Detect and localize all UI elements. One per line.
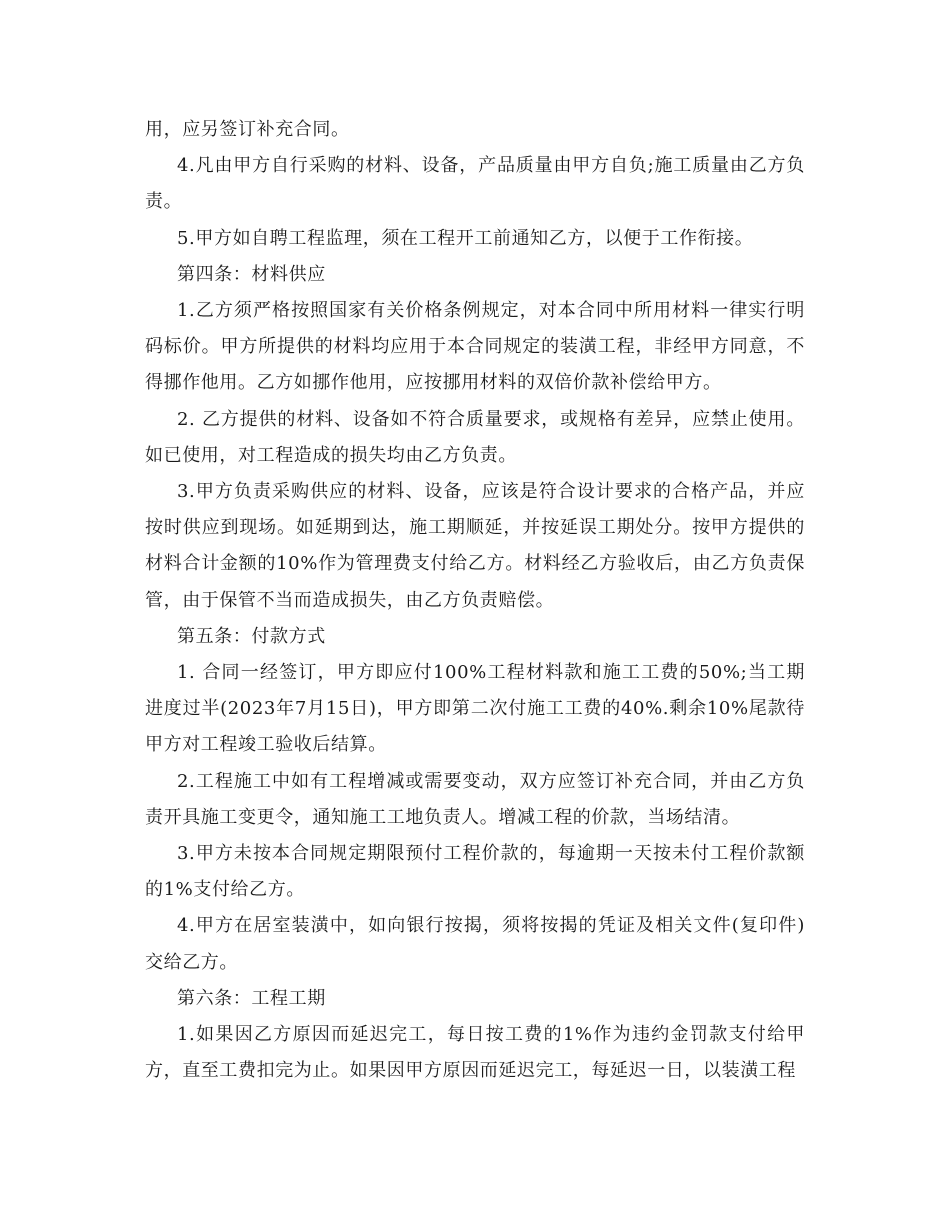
section-heading-article-4: 第四条：材料供应	[177, 263, 326, 285]
paragraph-item-4-1: 1.乙方须严格按照国家有关价格条例规定，对本合同中所用材料一律实行明码标价。甲方所提供的材料均应用于本合同规定的装潢工程，非经甲方同意，不得挪作他用。乙方如挪作他用，应按挪用材料的双倍价款补偿给甲方。	[145, 300, 805, 394]
paragraph-item-5-1: 1. 合同一经签订，甲方即应付100%工程材料款和施工工费的50%;当工期进度过半(2023年7月15日)，甲方即第二次付施工工费的40%.剩余10%尾款待甲方对工程竣工验收后结算。	[145, 662, 805, 756]
document-body	[145, 112, 805, 1089]
section-heading-article-5: 第五条：付款方式	[177, 625, 326, 647]
paragraph-item-5-2: 2.工程施工中如有工程增减或需要变动，双方应签订补充合同，并由乙方负责开具施工变更令，通知施工工地负责人。增减工程的价款，当场结清。	[145, 770, 805, 828]
section-heading-article-6: 第六条：工程工期	[177, 987, 326, 1009]
paragraph-item-5-3: 3.甲方未按本合同规定期限预付工程价款的，每逾期一天按未付工程价款额的1%支付给乙方。	[145, 843, 805, 901]
paragraph-item-4-2: 2. 乙方提供的材料、设备如不符合质量要求，或规格有差异，应禁止使用。如已使用，对工程造成的损失均由乙方负责。	[145, 408, 805, 466]
paragraph-continuation: 用，应另签订补充合同。	[145, 119, 350, 140]
paragraph-item-4-3: 3.甲方负责采购供应的材料、设备，应该是符合设计要求的合格产品，并应按时供应到现场。如延期到达，施工期顺延，并按延误工期处分。按甲方提供的材料合计金额的10%作为管理费支付给乙方。材料经乙方验收后，由乙方负责保管，由于保管不当而造成损失，由乙方负责赔偿。	[145, 481, 805, 611]
paragraph-item-3-4: 4.凡由甲方自行采购的材料、设备，产品质量由甲方自负;施工质量由乙方负责。	[145, 155, 805, 213]
paragraph-item-5-4: 4.甲方在居室装潢中，如向银行按揭，须将按揭的凭证及相关文件(复印件)交给乙方。	[145, 915, 805, 973]
paragraph-item-3-5: 5.甲方如自聘工程监理，须在工程开工前通知乙方，以便于工作衔接。	[177, 227, 754, 249]
paragraph-item-6-1: 1.如果因乙方原因而延迟完工，每日按工费的1%作为违约金罚款支付给甲方，直至工费扣完为止。如果因甲方原因而延迟完工，每延迟一日，以装潢工程	[145, 1024, 805, 1082]
